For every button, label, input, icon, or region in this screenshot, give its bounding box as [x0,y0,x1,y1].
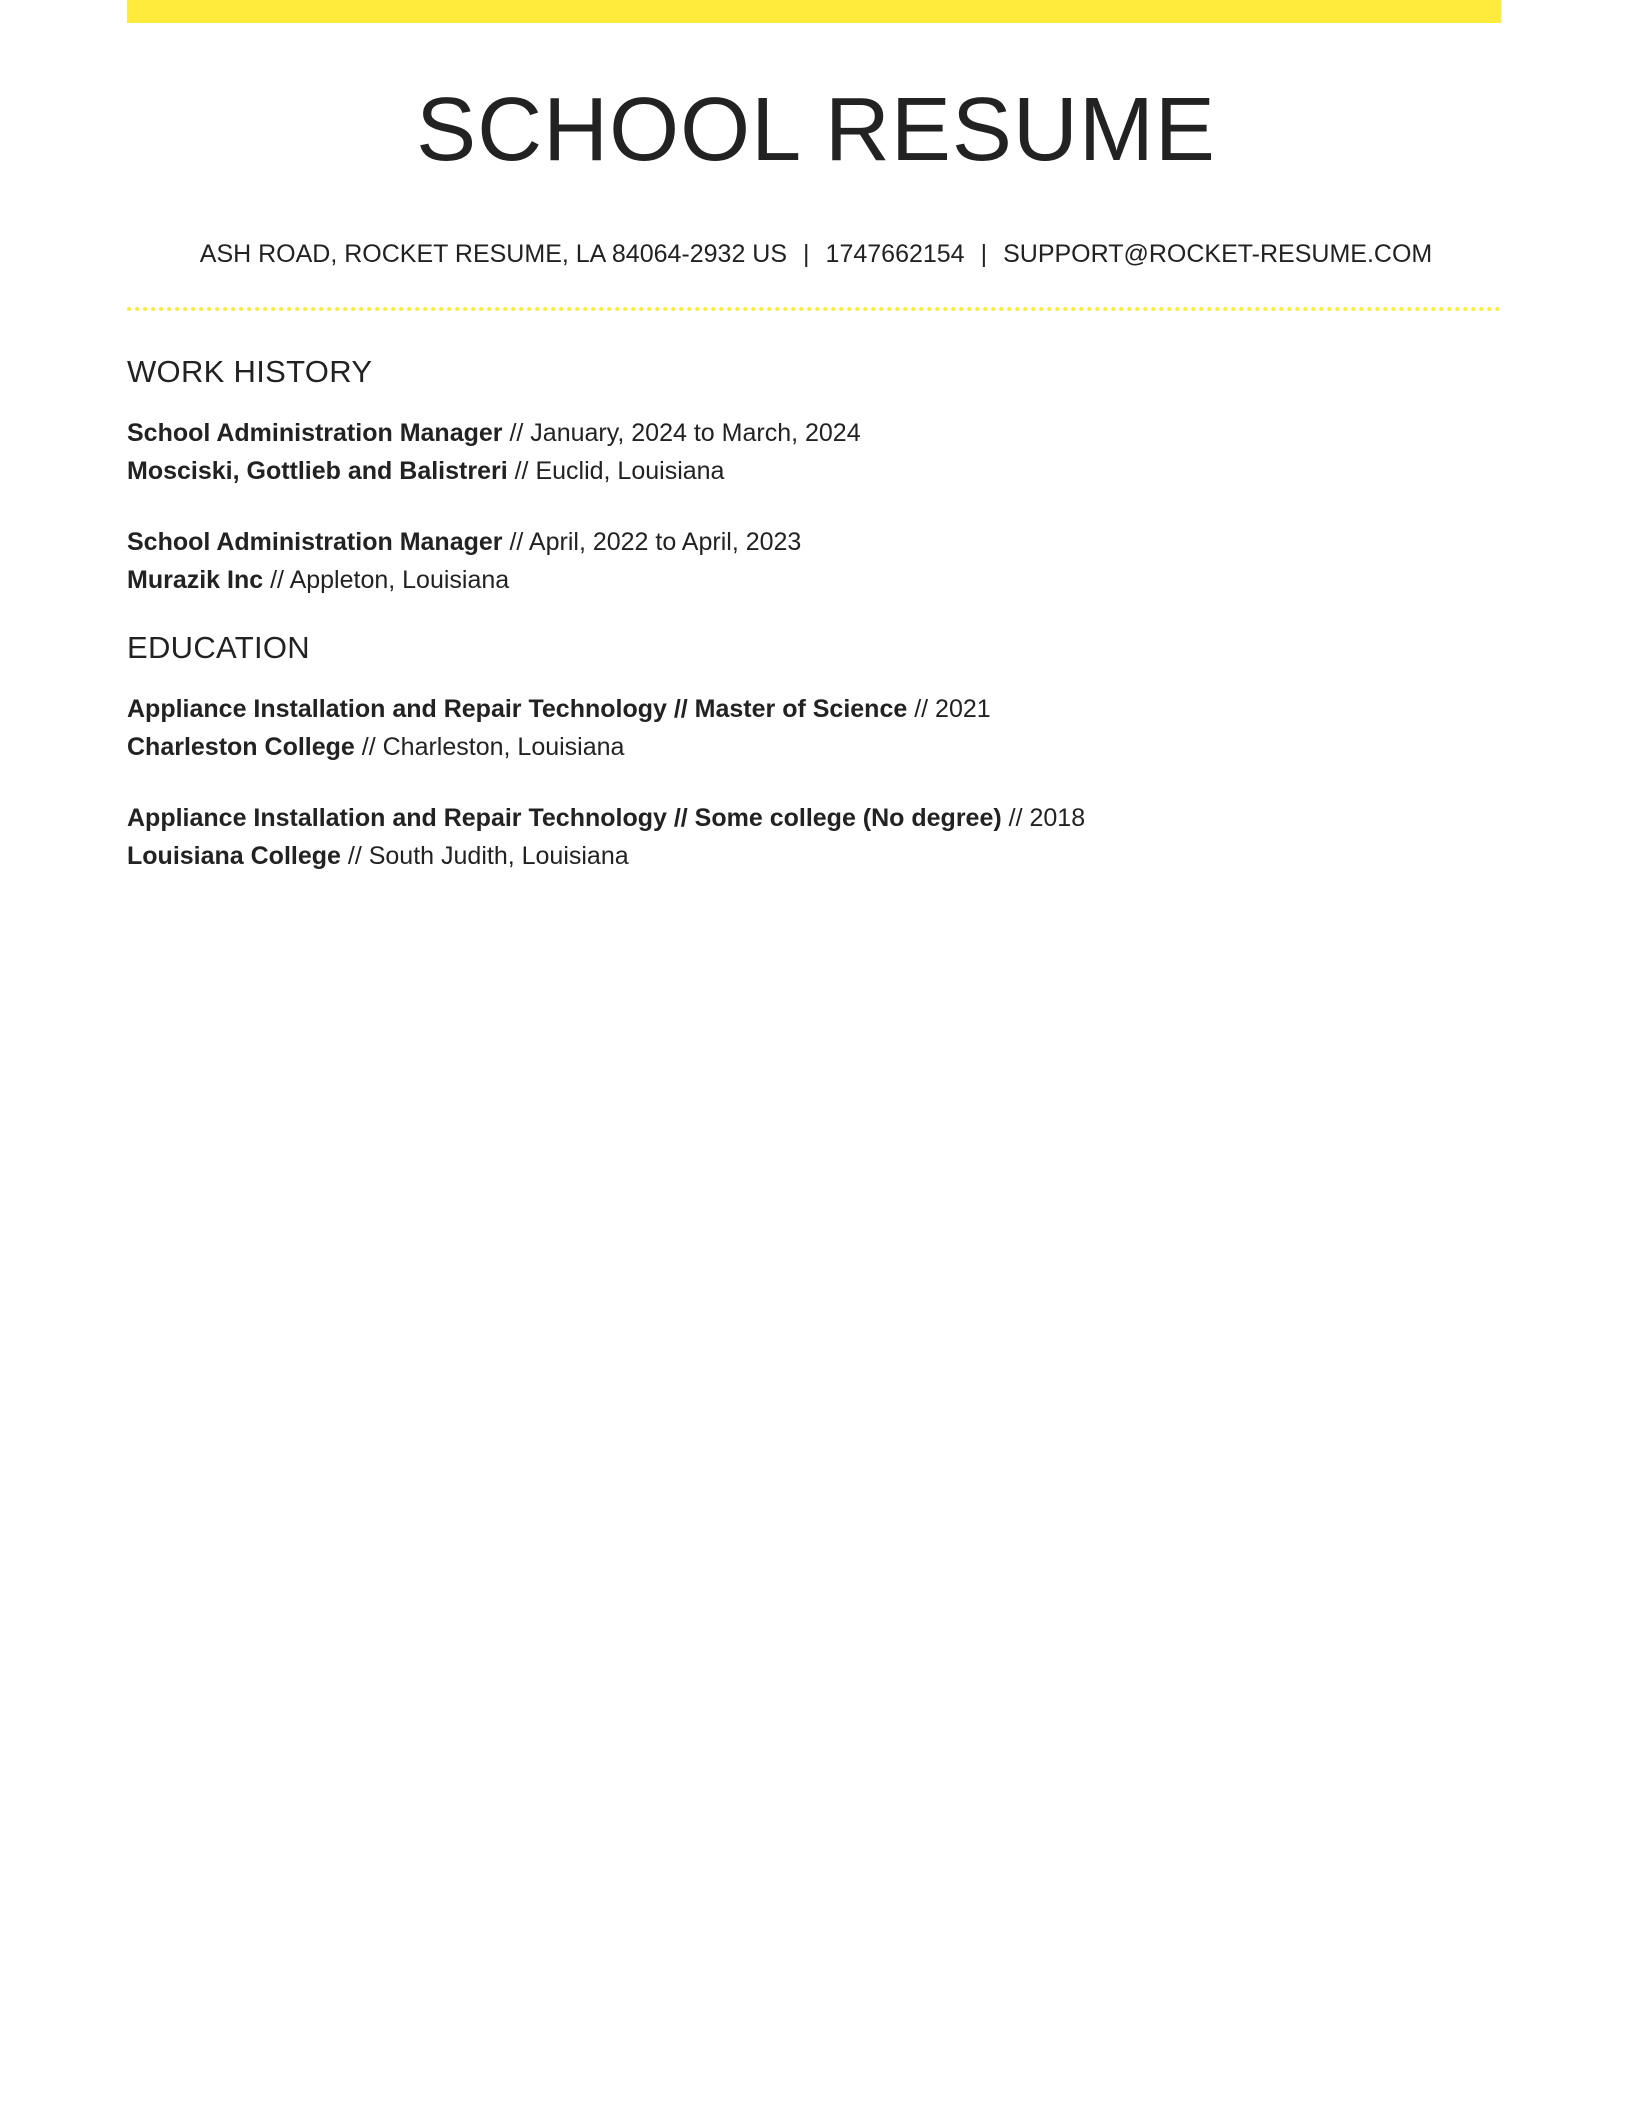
job-dates: // January, 2024 to March, 2024 [509,419,861,447]
employer-location: // Appleton, Louisiana [270,566,510,594]
work-entry-employer-line [127,563,509,597]
education-entry-degree-line [127,801,1085,835]
contact-address: ASH ROAD, ROCKET RESUME, LA 84064-2932 US [199,240,788,268]
employer-name: Murazik Inc [127,566,264,594]
contact-phone: 1747662154 [825,240,965,268]
job-dates: // April, 2022 to April, 2023 [509,528,802,556]
education-heading: EDUCATION [127,630,310,665]
degree: Appliance Installation and Repair Technology // Some college (No degree) [127,804,1002,832]
work-entry-title-line [127,525,801,559]
contact-email: SUPPORT@ROCKET-RESUME.COM [1003,240,1433,268]
contact-separator: | [980,240,988,268]
contact-line [0,237,1632,271]
employer-location: // Euclid, Louisiana [514,457,725,485]
contact-separator: | [803,240,810,268]
work-history-heading: WORK HISTORY [127,354,373,389]
dotted-divider [127,307,1501,311]
work-entry-title-line [127,416,861,450]
school-name: Louisiana College [127,842,341,870]
graduation-year: // 2018 [1008,804,1086,832]
page-title: SCHOOL RESUME [416,80,1216,180]
work-entry-employer-line [127,454,724,488]
education-entry-degree-line [127,692,991,726]
school-name: Charleston College [127,733,355,761]
education-entry-school-line [127,839,629,873]
employer-name: Mosciski, Gottlieb and Balistreri [127,457,508,485]
top-accent-bar [127,0,1501,23]
graduation-year: // 2021 [914,695,991,723]
degree: Appliance Installation and Repair Technology // Master of Science [127,695,908,723]
education-entry-school-line [127,730,624,764]
school-location: // Charleston, Louisiana [361,733,625,761]
job-title: School Administration Manager [127,419,503,447]
job-title: School Administration Manager [127,528,503,556]
school-location: // South Judith, Louisiana [347,842,629,870]
